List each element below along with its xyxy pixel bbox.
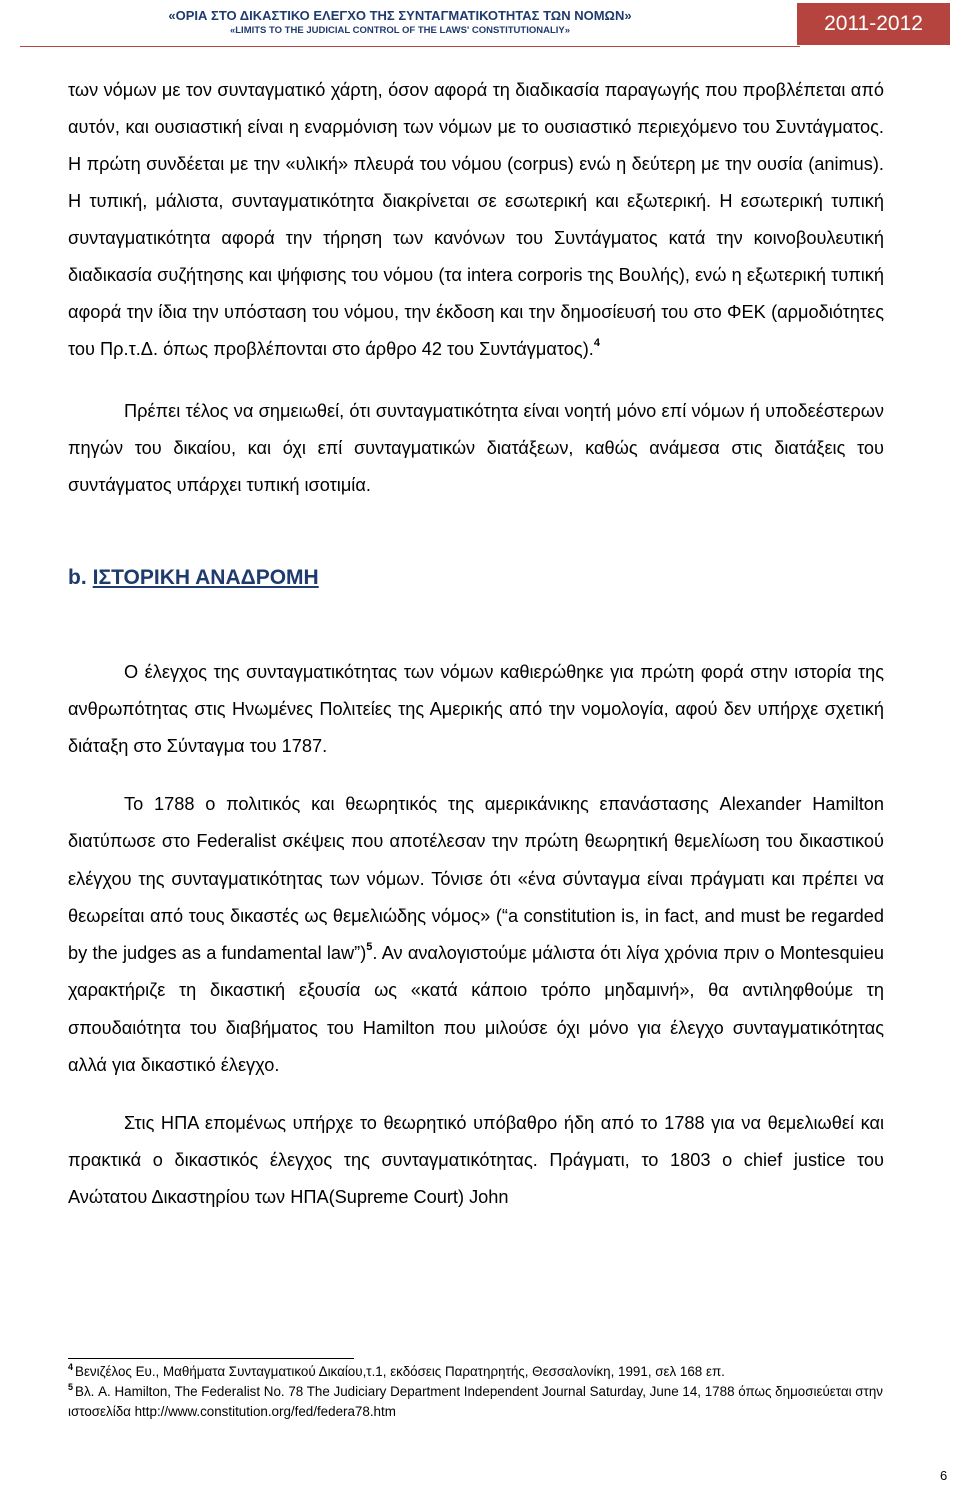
footnote-separator (68, 1358, 354, 1359)
page-header (0, 0, 960, 48)
section-heading (68, 564, 884, 592)
section-title: ΙΣΤΟΡΙΚΗ ΑΝΑΔΡΟΜΗ (92, 566, 319, 589)
paragraph-equal-standing: Πρέπει τέλος να σημειωθεί, ότι συνταγματικότητα είναι νοητή μόνο επί νόμων ή υποδεέστερων πηγών του δικαίου, και όχι επί συνταγματικών διατάξεων, καθώς ανάμεσα στις διατάξεις του συντάγματος υπάρχει τυπική ισοτιμία. (68, 401, 884, 495)
header-year-badge: 2011-2012 (797, 3, 950, 45)
footnote-item (68, 1382, 884, 1422)
paragraph-text-b: . Αν αναλογιστούμε μάλιστα ότι λίγα χρόνια πριν ο Montesquieu χαρακτήριζε τη δικαστική εξουσία ως «κατά κάποιο τρόπο μηδαμινή», θα αντιληφθούμε τη σπουδαιότητα του διαβήματος του Hamilton που μιλούσε όχι μόνο για έλεγχο συνταγματικότητας αλλά για δικαστικό έλεγχο. (68, 943, 884, 1076)
section-letter: b. (68, 566, 87, 589)
header-titles (0, 8, 800, 38)
header-title-greek: «ΟΡΙΑ ΣΤΟ ΔΙΚΑΣΤΙΚΟ ΕΛΕΓΧΟ ΤΗΣ ΣΥΝΤΑΓΜΑΤΙΚΟΤΗΤΑΣ ΤΩΝ ΝΟΜΩΝ» (168, 8, 632, 23)
footnote-item (68, 1362, 884, 1382)
paragraph-hamilton (68, 786, 884, 1084)
footnote-ref-5: 5 (366, 941, 373, 954)
header-divider (20, 46, 800, 47)
paragraph-marbury: Στις ΗΠΑ επομένως υπήρχε το θεωρητικό υπόβαθρο ήδη από το 1788 για να θεμελιωθεί και πρακτικά ο δικαστικός έλεγχος της συνταγματικότητας. Πράγματι, το 1803 ο chief justice του Ανώτατου Δικαστηρίου των ΗΠΑ(Supreme Court) John (68, 1113, 884, 1208)
paragraph-formal-substantive (68, 72, 884, 368)
paragraph-text-a: Το 1788 ο πολιτικός και θεωρητικός της αμερικάνικης επανάστασης Alexander Hamilton διατύπωσε στο Federalist σκέψεις που αποτέλεσαν την πρώτη θεωρητική θεμελίωση του δικαστικού ελέγχου της συνταγματικότητας των νόμων. Τόνισε ότι «ένα σύνταγμα είναι πράγματι και πρέπει να θεωρείται από τους δικαστές ως θεμελιώδης νόμος» (“a constitution is, in fact, and must be regarded by the judges as a fundamental law”) (68, 794, 884, 964)
footnote-ref-4: 4 (593, 337, 600, 349)
page-number: 6 (940, 1468, 948, 1483)
paragraph-usa-origin: Ο έλεγχος της συνταγματικότητας των νόμων καθιερώθηκε για πρώτη φορά στην ιστορία της ανθρωπότητας στις Ηνωμένες Πολιτείες της Αμερικής από την νομολογία, αφού δεν υπήρχε σχετική διάταξη στο Σύνταγμα του 1787. (68, 662, 884, 756)
footnote-text: Βλ. A. Hamilton, The Federalist No. 78 The Judiciary Department Independent Journal Saturday, June 14, 1788 όπως δημοσιεύεται στην ιστοσελίδα http://www.constitution.org/fed/federa78.htm (68, 1384, 883, 1419)
footnote-text: Βενιζέλος Ευ., Μαθήματα Συνταγματικού Δικαίου,τ.1, εκδόσεις Παρατηρητής, Θεσσαλονίκη, 1991, σελ 168 επ. (75, 1364, 725, 1379)
footnotes (68, 1362, 884, 1422)
footnote-number: 4 (68, 1362, 74, 1372)
footnote-number: 5 (68, 1382, 74, 1392)
document-body (68, 72, 884, 1216)
header-title-english: «LIMITS TO THE JUDICIAL CONTROL OF THE LAWS' CONSTITUTIONALIY» (229, 25, 571, 36)
paragraph-text: των νόμων με τον συνταγματικό χάρτη, όσον αφορά τη διαδικασία παραγωγής που προβλέπεται από αυτόν, και ουσιαστική είναι η εναρμόνιση των νόμων με το ουσιαστικό περιεχόμενο του Συντάγματος. Η πρώτη συνδέεται με την «υλική» πλευρά του νόμου (corpus) ενώ η δεύτερη με την ουσία (animus). Η τυπική, μάλιστα, συνταγματικότητα διακρίνεται σε εσωτερική και εξωτερική. Η εσωτερική τυπική συνταγματικότητα αφορά την τήρηση των κανόνων του Συντάγματος κατά την κοινοβουλευτική διαδικασία συζήτησης και ψήφισης του νόμου (τα intera corporis της Βουλής), ενώ η εξωτερική τυπική αφορά την ίδια την υπόσταση του νόμου, την έκδοση και την δημοσίευσή του στο ΦΕΚ (αρμοδιότητες του Πρ.τ.Δ. όπως προβλέπονται στο άρθρο 42 του Συντάγματος). (68, 80, 884, 359)
